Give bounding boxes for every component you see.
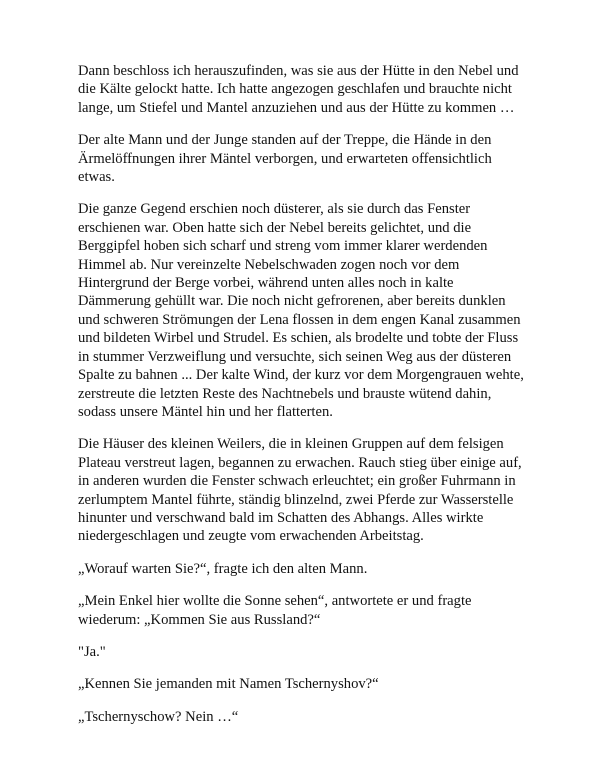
paragraph-9: „Tschernyschow? Nein …“ <box>78 708 239 725</box>
paragraph-6: „Mein Enkel hier wollte die Sonne sehen“, antwortete er und fragte wiederum: „Kommen Sie aus Russland?“ <box>78 593 472 628</box>
paragraph-7: "Ja." <box>78 643 106 660</box>
paragraph-2: Der alte Mann und der Junge standen auf der Treppe, die Hände in den Ärmelöffnungen ihrer Mäntel verborgen, und erwarteten offensichtlich etwas. <box>78 132 492 186</box>
paragraph-1: Dann beschloss ich herauszufinden, was sie aus der Hütte in den Nebel und die Kälte gelockt hatte. Ich hatte angezogen geschlafen und brauchte nicht lange, um Stiefel und Mantel anzuziehen und aus der Hütte zu kommen … <box>78 63 519 116</box>
paragraph-4: Die Häuser des kleinen Weilers, die in kleinen Gruppen auf dem felsigen Plateau verstreut lagen, begannen zu erwachen. Rauch stieg über einige auf, in anderen wurden die Fenster schwach erleuchtet; ein großer Fuhrmann in zerlumptem Mantel führte, ständig blinzelnd, zwei Pferde zur Wasserstelle hinunter und verschwand bald im Schatten des Abhangs. Alles wirkte niedergeschlagen und zeugte vom erwachenden Arbeitstag. <box>78 436 522 545</box>
paragraph-3: Die ganze Gegend erschien noch düsterer, als sie durch das Fenster erschienen war. Oben hatte sich der Nebel bereits gelichtet, und die Berggipfel hoben sich scharf und streng vom immer klarer werdenden Himmel ab. Nur vereinzelte Nebelschwaden zogen noch vor dem Hintergrund der Berge vorbei, während unten alles noch in kalte Dämmerung gehüllt war. Die noch nicht gefrorenen, aber bereits dunklen und schweren Strömungen der Lena flossen in dem engen Kanal zusammen und bildeten Wirbel und Strudel. Es schien, als brodelte und tobte der Fluss in stummer Verzweiflung und versuchte, sich seinen Weg aus der düsteren Spalte zu bahnen ... Der kalte Wind, der kurz vor dem Morgengrauen wehte, zerstreute die letzten Reste des Nachtnebels und brauste wütend dahin, sodass unsere Mäntel hin und her flatterten. <box>78 201 524 420</box>
document-page <box>78 62 526 740</box>
paragraph-5: „Worauf warten Sie?“, fragte ich den alten Mann. <box>78 560 368 577</box>
paragraph-8: „Kennen Sie jemanden mit Namen Tschernyshov?“ <box>78 676 379 693</box>
